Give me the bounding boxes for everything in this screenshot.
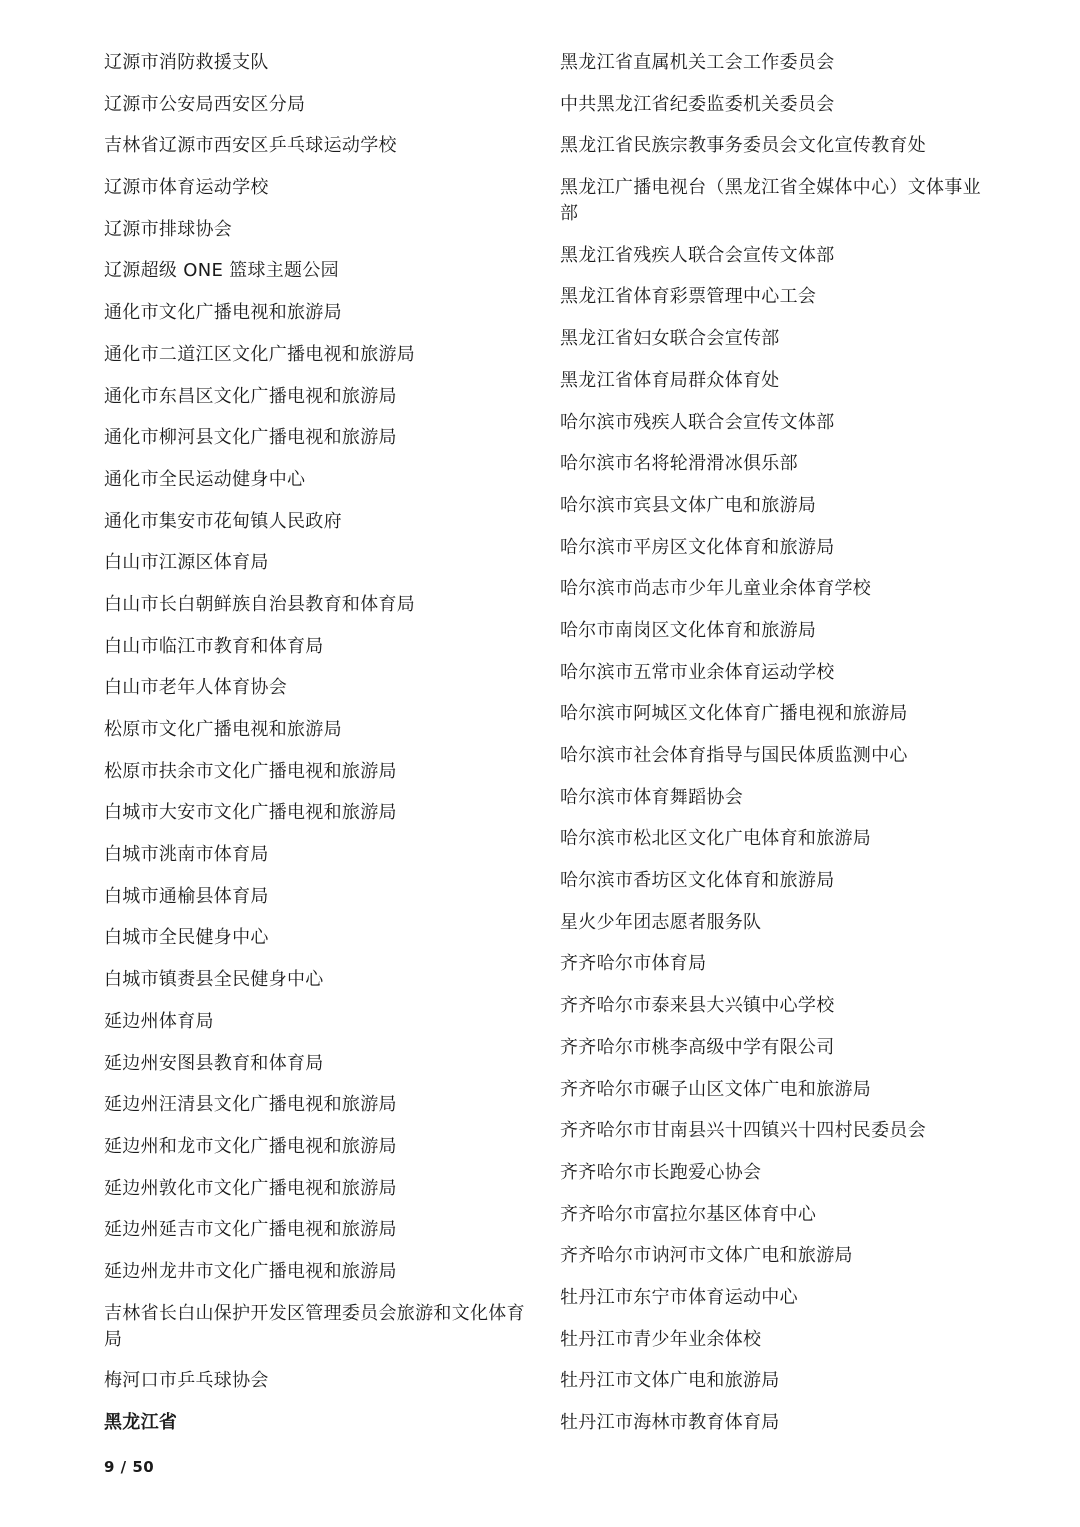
organization-entry: 牡丹江市海林市教育体育局 <box>560 1412 780 1433</box>
organization-entry: 黑龙江省体育局群众体育处 <box>560 369 780 391</box>
organization-entry: 哈尔滨市尚志市少年儿童业余体育学校 <box>560 578 872 600</box>
organization-entry: 吉林省长白山保护开发区管理委员会旅游和文化体育局 <box>104 1302 525 1350</box>
organization-entry: 黑龙江省民族宗教事务委员会文化宣传教育处 <box>560 135 926 157</box>
organization-entry: 白城市全民健身中心 <box>104 927 269 949</box>
organization-entry: 牡丹江市文体广电和旅游局 <box>560 1370 780 1392</box>
organization-entry: 白山市临江市教育和体育局 <box>104 635 324 657</box>
organization-entry: 通化市东昌区文化广播电视和旅游局 <box>104 385 397 407</box>
right-column <box>560 50 990 1452</box>
organization-entry: 延边州体育局 <box>104 1010 214 1032</box>
organization-entry: 梅河口市乒乓球协会 <box>104 1370 269 1392</box>
organization-entry: 延边州龙井市文化广播电视和旅游局 <box>104 1260 397 1282</box>
organization-entry: 白城市镇赉县全民健身中心 <box>104 969 324 991</box>
organization-entry: 黑龙江省直属机关工会工作委员会 <box>560 52 835 73</box>
organization-entry: 黑龙江省残疾人联合会宣传文体部 <box>560 244 835 266</box>
organization-entry: 辽源市消防救援支队 <box>104 52 269 73</box>
organization-entry: 通化市全民运动健身中心 <box>104 468 306 490</box>
organization-entry: 延边州汪清县文化广播电视和旅游局 <box>104 1094 397 1116</box>
organization-entry: 延边州和龙市文化广播电视和旅游局 <box>104 1135 397 1157</box>
organization-entry: 中共黑龙江省纪委监委机关委员会 <box>560 93 835 115</box>
organization-entry: 通化市集安市花甸镇人民政府 <box>104 510 342 532</box>
organization-entry: 白城市洮南市体育局 <box>104 844 269 866</box>
organization-entry: 哈尔滨市体育舞蹈协会 <box>560 786 743 808</box>
organization-entry: 哈尔滨市名将轮滑滑冰俱乐部 <box>560 453 798 475</box>
organization-entry: 星火少年团志愿者服务队 <box>560 911 762 933</box>
organization-entry: 黑龙江广播电视台（黑龙江省全媒体中心）文体事业部 <box>560 177 981 225</box>
organization-entry: 齐齐哈尔市甘南县兴十四镇兴十四村民委员会 <box>560 1120 926 1142</box>
organization-entry: 齐齐哈尔市碾子山区文体广电和旅游局 <box>560 1078 872 1100</box>
organization-entry: 延边州敦化市文化广播电视和旅游局 <box>104 1177 397 1199</box>
organization-entry: 哈尔滨市松北区文化广电体育和旅游局 <box>560 828 872 850</box>
organization-entry: 齐齐哈尔市桃李高级中学有限公司 <box>560 1036 835 1058</box>
organization-entry: 白山市长白朝鲜族自治县教育和体育局 <box>104 593 416 615</box>
organization-entry: 黑龙江省体育彩票管理中心工会 <box>560 286 817 308</box>
organization-entry: 哈尔滨市社会体育指导与国民体质监测中心 <box>560 745 908 766</box>
organization-entry: 辽源超级 ONE 篮球主题公园 <box>104 260 339 282</box>
organization-entry: 吉林省辽源市西安区乒乓球运动学校 <box>104 135 397 157</box>
organization-entry: 白城市通榆县体育局 <box>104 885 269 907</box>
organization-entry: 白城市大安市文化广播电视和旅游局 <box>104 802 397 824</box>
organization-entry: 辽源市体育运动学校 <box>104 177 269 199</box>
organization-entry: 哈尔滨市平房区文化体育和旅游局 <box>560 536 835 558</box>
organization-entry: 辽源市公安局西安区分局 <box>104 93 306 115</box>
organization-entry: 通化市文化广播电视和旅游局 <box>104 302 342 324</box>
left-column <box>104 50 534 1452</box>
organization-entry: 白山市老年人体育协会 <box>104 677 287 699</box>
organization-entry: 哈尔滨市香坊区文化体育和旅游局 <box>560 870 835 892</box>
organization-entry: 齐齐哈尔市长跑爱心协会 <box>560 1161 762 1183</box>
organization-entry: 延边州延吉市文化广播电视和旅游局 <box>104 1219 397 1241</box>
organization-entry: 齐齐哈尔市讷河市文体广电和旅游局 <box>560 1245 853 1267</box>
organization-entry: 白山市江源区体育局 <box>104 552 269 574</box>
organization-entry: 哈尔滨市阿城区文化体育广播电视和旅游局 <box>560 703 908 725</box>
organization-entry: 延边州安图县教育和体育局 <box>104 1052 324 1074</box>
organization-entry: 黑龙江省妇女联合会宣传部 <box>560 328 780 350</box>
section-heading: 黑龙江省 <box>104 1412 178 1433</box>
organization-entry: 松原市扶余市文化广播电视和旅游局 <box>104 760 397 782</box>
organization-entry: 通化市二道江区文化广播电视和旅游局 <box>104 343 416 365</box>
organization-entry: 哈尔滨市宾县文体广电和旅游局 <box>560 494 817 516</box>
page-number: 9 / 50 <box>104 1458 155 1476</box>
organization-entry: 辽源市排球协会 <box>104 218 233 240</box>
organization-entry: 齐齐哈尔市体育局 <box>560 953 707 975</box>
organization-entry: 齐齐哈尔市泰来县大兴镇中心学校 <box>560 995 835 1017</box>
organization-entry: 哈尔滨市五常市业余体育运动学校 <box>560 661 835 683</box>
organization-entry: 松原市文化广播电视和旅游局 <box>104 719 342 740</box>
organization-entry: 通化市柳河县文化广播电视和旅游局 <box>104 427 397 449</box>
organization-entry: 哈尔市南岗区文化体育和旅游局 <box>560 619 817 641</box>
organization-entry: 牡丹江市青少年业余体校 <box>560 1328 762 1350</box>
organization-entry: 哈尔滨市残疾人联合会宣传文体部 <box>560 411 835 433</box>
organization-entry: 牡丹江市东宁市体育运动中心 <box>560 1286 798 1308</box>
organization-entry: 齐齐哈尔市富拉尔基区体育中心 <box>560 1203 817 1225</box>
